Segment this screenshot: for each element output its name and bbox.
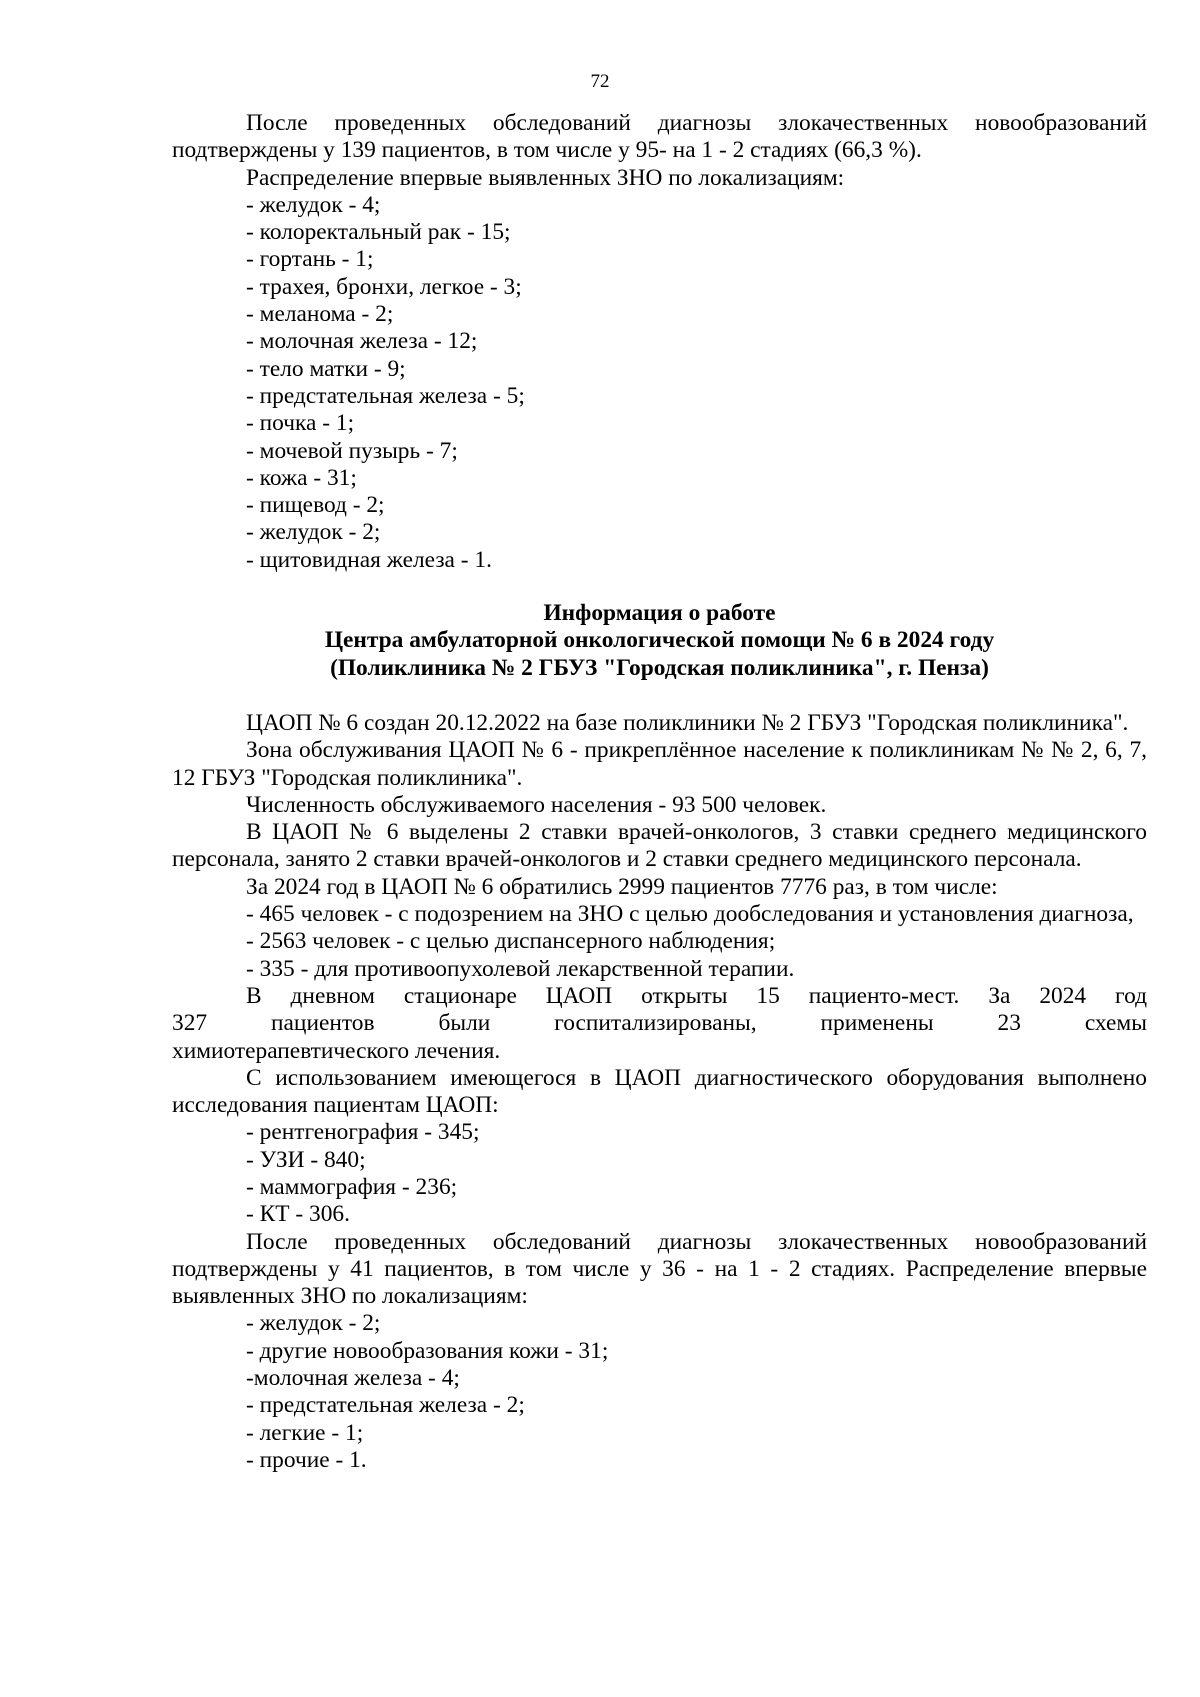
section1-list [172,192,1147,574]
word: 327 [172,1010,208,1037]
word: пациентов [271,1010,375,1037]
paragraph-day-hospital [172,983,1147,1065]
word: госпитализированы, [554,1010,757,1037]
localization-list [172,1310,1147,1474]
list-item: - желудок - 2; [246,519,381,546]
paragraph-visits: За 2024 год в ЦАОП № 6 обратились 2999 пациентов 7776 раз, в том числе: [246,873,998,900]
section1-intro: После проведенных обследований диагнозы злокачественных новообразований подтверждены у 139 пациентов, в том числе у 95- на 1 - 2 стадиях (66,3 %). [172,110,1147,164]
word: 23 [997,1010,1021,1037]
diagnostics-list [172,1119,1147,1228]
paragraph-population: Численность обслуживаемого населения - 93 500 человек. [246,791,827,818]
list-item: - кожа - 31; [246,464,357,491]
list-item: - маммография - 236; [246,1173,458,1200]
list-item: - гортань - 1; [246,246,374,273]
list-item: - почка - 1; [246,410,355,437]
word: применены [820,1010,934,1037]
section1-distribution-title: Распределение впервые выявленных ЗНО по локализациям: [246,164,845,191]
list-item: - другие новообразования кожи - 31; [246,1337,609,1364]
list-item: - желудок - 4; [246,191,381,218]
list-item: - тело матки - 9; [246,355,406,382]
section-heading [172,600,1147,682]
list-item: - меланома - 2; [246,301,394,328]
page-number: 72 [590,71,610,92]
day-hospital-text-1: В дневном стационаре ЦАОП открыты 15 пациенто-мест. За 2024 год [246,982,1147,1009]
document-body [172,110,1147,1474]
list-item: - УЗИ - 840; [246,1146,366,1173]
heading-line-1: Информация о работе [543,600,776,627]
list-item: - 465 человек - с подозрением на ЗНО с целью дообследования и установления диагноза, [246,901,1134,928]
heading-line-2: Центра амбулаторной онкологической помощи № 6 в 2024 году [324,627,995,654]
day-hospital-line-3: химиотерапевтического лечения. [172,1037,501,1064]
list-item: - предстательная железа - 5; [246,382,525,409]
list-item: - 335 - для противоопухолевой лекарственной терапии. [246,955,795,982]
list-item: -молочная железа - 4; [246,1365,460,1392]
list-item: - желудок - 2; [246,1310,381,1337]
list-item: - рентгенография - 345; [246,1119,480,1146]
list-item: - прочие - 1. [246,1446,367,1473]
list-item: - 2563 человек - с целью диспансерного наблюдения; [246,928,776,955]
word: схемы [1084,1010,1147,1037]
list-item: - пищевод - 2; [246,492,385,519]
paragraph-diagnostics: С использованием имеющегося в ЦАОП диагностического оборудования выполнено исследования пациентам ЦАОП: [172,1064,1147,1119]
list-item: - предстательная железа - 2; [246,1392,525,1419]
visits-list [172,901,1147,983]
paragraph-created: ЦАОП № 6 создан 20.12.2022 на базе поликлиники № 2 ГБУЗ "Городская поликлиника". [246,709,1129,736]
list-item: - трахея, бронхи, легкое - 3; [246,273,522,300]
word: были [438,1010,491,1037]
paragraph-service-zone: Зона обслуживания ЦАОП № 6 - прикреплённое население к поликлиникам № № 2, 6, 7, 12 ГБУЗ "Городская поликлиника". [172,737,1147,791]
list-item: - мочевой пузырь - 7; [246,437,458,464]
paragraph-confirmed: После проведенных обследований диагнозы злокачественных новообразований подтверждены у 41 пациентов, в том числе у 36 - на 1 - 2 стадиях. Распределение впервые выявленных ЗНО по локализациям: [172,1228,1147,1310]
list-item: - колоректальный рак - 15; [246,219,511,246]
heading-line-3: (Поликлиника № 2 ГБУЗ "Городская поликлиника", г. Пенза) [330,654,989,681]
list-item: - легкие - 1; [246,1419,364,1446]
day-hospital-line-1 [172,983,1147,1010]
list-item: - молочная железа - 12; [246,328,478,355]
list-item: - КТ - 306. [246,1201,350,1228]
paragraph-staff: В ЦАОП № 6 выделены 2 ставки врачей-онкологов, 3 ставки среднего медицинского персонала, занято 2 ставки врачей-онкологов и 2 ставки среднего медицинского персонала. [172,819,1147,873]
day-hospital-line-2 [172,1010,1147,1037]
list-item: - щитовидная железа - 1. [246,546,492,573]
